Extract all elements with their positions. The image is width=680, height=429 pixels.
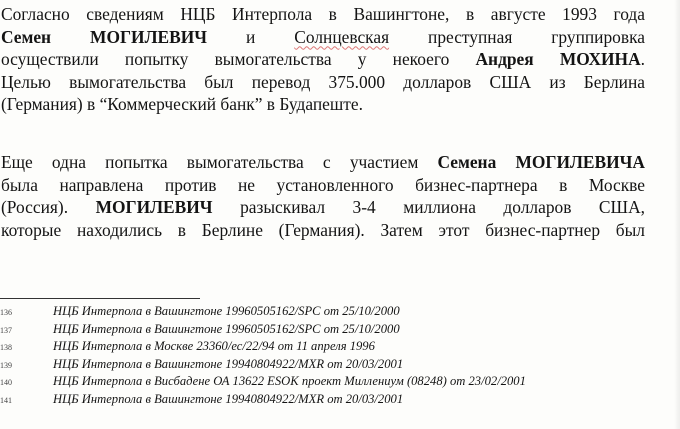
paragraph-1 <box>1 3 645 116</box>
footnote-number: 139 <box>0 360 12 370</box>
conjunction-text: и <box>245 26 256 47</box>
footnote-number: 141 <box>0 395 12 405</box>
paragraph-2-line-3-rest: разыскивал 3-4 миллиона долларов США, <box>240 197 645 218</box>
paragraph-1-line-3-end: . <box>640 49 646 70</box>
paragraph-2-line-1-text: Еще одна попытка вымогательства с участием <box>1 152 419 172</box>
footnotes-list <box>0 303 620 409</box>
bold-name-mogilevich: Семен МОГИЛЕВИЧ <box>1 26 208 47</box>
footnote-text: НЦБ Интерпола в Вашингтоне 19960505162/SPC от 25/10/2000 <box>53 304 400 318</box>
footnote-text: НЦБ Интерпола в Висбадене ОА 13622 ESOK проект Миллениум (08248) от 23/02/2001 <box>53 374 526 389</box>
footnote-text: НЦБ Интерпола в Вашингтоне 19960505162/SPC от 25/10/2000 <box>53 321 400 336</box>
footnote-item <box>0 373 620 391</box>
scan-edge-shadow <box>674 0 680 429</box>
paragraph-1-line-2-rest: преступная группировка <box>428 26 645 47</box>
footnote-separator-rule <box>0 298 200 299</box>
paragraph-1-line-2 <box>1 26 645 49</box>
footnote-item <box>0 338 620 356</box>
paragraph-2-line-1 <box>1 151 645 174</box>
footnote-item <box>0 391 620 409</box>
paragraph-2-line-4: которые находились в Берлине (Германия). Затем этот бизнес-партнер был <box>1 219 645 240</box>
footnote-item <box>0 321 620 339</box>
footnote-text: НЦБ Интерпола в Москве 23360/ес/22/94 от 11 апреля 1996 <box>53 339 375 354</box>
footnote-number: 137 <box>0 325 12 335</box>
paragraph-1-line-4: Целью вымогательства был перевод 375.000 долларов США из Берлина <box>1 71 645 92</box>
bold-name-mogilevich-2: МОГИЛЕВИЧ <box>95 197 213 218</box>
paragraph-2-line-3 <box>1 196 645 219</box>
footnote-item <box>0 356 620 374</box>
bold-name-mogilevicha: Семена МОГИЛЕВИЧА <box>437 152 645 172</box>
paragraph-1-line-5: (Германия) в “Коммерческий банк” в Будапеште. <box>1 94 363 115</box>
paragraph-1-line-1: Согласно сведениям НЦБ Интерпола в Вашингтоне, в августе 1993 года <box>1 4 645 24</box>
paragraph-2-line-2: была направлена против не установленного бизнес-партнера в Москве <box>1 174 645 195</box>
underlined-word-solntsevskaya: Солнцевская <box>294 26 390 47</box>
footnote-text: НЦБ Интерпола в Вашингтоне 19940804922/MXR от 20/03/2001 <box>53 391 404 406</box>
paragraph-2 <box>1 151 645 241</box>
footnote-number: 140 <box>0 378 12 388</box>
paragraph-2-line-3-text: (Россия). <box>1 197 69 218</box>
footnote-number: 136 <box>0 308 12 317</box>
footnote-text: НЦБ Интерпола в Вашингтоне 19940804922/MXR от 20/03/2001 <box>53 356 404 371</box>
paragraph-1-line-3 <box>1 48 645 71</box>
footnote-item <box>0 303 620 321</box>
bold-name-mokhin: Андрея МОХИНА <box>475 49 641 70</box>
footnote-number: 138 <box>0 343 12 353</box>
paragraph-1-line-3-text: осуществили попытку вымогательства у некоего <box>1 49 450 70</box>
